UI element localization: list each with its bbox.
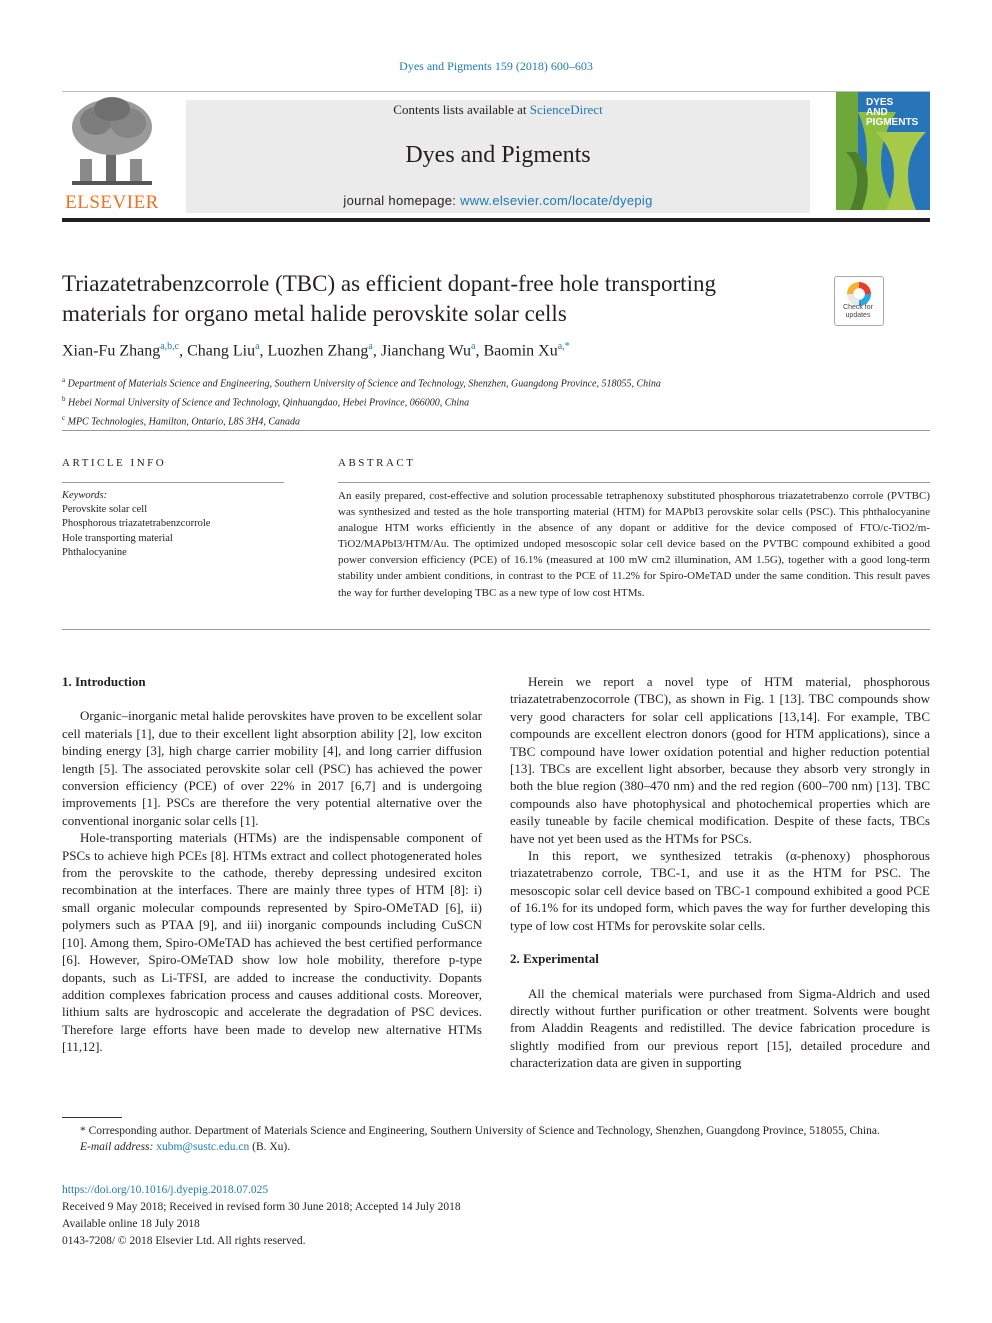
header-top-rule	[62, 91, 930, 92]
section-heading: 2. Experimental	[510, 951, 599, 967]
contents-line: Contents lists available at ScienceDirect	[393, 102, 603, 117]
article-info-rule	[62, 482, 284, 483]
affiliations	[62, 373, 661, 429]
journal-cover-image	[836, 92, 930, 210]
section-heading: 1. Introduction	[62, 674, 146, 689]
corresponding-author-note: * Corresponding author. Department of Materials Science and Engineering, Southern University of Science and Technology, Shenzhen, Guangdong Province, 518055, China.	[80, 1125, 880, 1137]
email-line: E-mail address: xubm@sustc.edu.cn (B. Xu).	[80, 1141, 291, 1153]
affiliation: $^a$ Department of Materials Science and Engineering, Southern University of Science and Technology, Shenzhen, Guangdong Province, 518055, China	[62, 376, 661, 390]
elsevier-wordmark: ELSEVIER	[65, 192, 159, 213]
affiliation: $^c$ MPC Technologies, Hamilton, Ontario, L8S 3H4, Canada	[62, 413, 301, 427]
journal-reference[interactable]: Dyes and Pigments 159 (2018) 600–603	[399, 59, 593, 73]
author-affil-marker[interactable]: a	[255, 341, 260, 352]
journal-title: Dyes and Pigments	[405, 142, 591, 168]
cover-title: DYES AND PIGMENTS	[866, 97, 919, 128]
doi-link[interactable]: https://doi.org/10.1016/j.dyepig.2018.07.025	[62, 1184, 269, 1196]
affiliation: $^b$ Hebei Normal University of Science and Technology, Qinhuangdao, Hebei Province, 066000, China	[62, 394, 470, 409]
author-name: Baomin Xu	[483, 342, 558, 360]
article-meta	[62, 1182, 930, 1250]
footnote-rule	[62, 1117, 122, 1118]
article-title: Triazatetrabenzcorrole (TBC) as efficient dopant-free hole transporting materials for organo metal halide perovskite solar cells	[62, 271, 716, 326]
keyword: Phthalocyanine	[62, 546, 127, 558]
section-rule	[62, 430, 930, 431]
author-affil-marker[interactable]: a	[471, 341, 476, 352]
author-name: Jianchang Wu	[380, 342, 472, 360]
body-paragraph: Organic–inorganic metal halide perovskites have proven to be excellent solar cell materials [1], due to their excellent light absorption ability [2], low exciton binding energy [3], high charge carrier mobility [4], and long carrier diffusion length [5]. The associated perovskite solar cell (PSC) has achieved the power conversion efficiency (PCE) of over 22% in 2017 [6,7] and is undergoing improvements [1]. PSCs are therefore the very potential alternative over the conventional inorganic solar cells [1].	[62, 708, 482, 828]
body-paragraph: In this report, we synthesized tetrakis (α-phenoxy) phosphorous triazatetrabenzo corrole, TBC-1, and use it as the HTM for PSC. The mesoscopic solar cell device based on TBC-1 compound exhibited a good PCE of 16.1% for its undoped form, which paves the way for further developing this type of low cost HTMs for perovskite solar cells.	[510, 848, 930, 933]
keyword: Perovskite solar cell	[62, 504, 148, 516]
author-affil-marker[interactable]: a,*	[557, 341, 570, 352]
author-name: Xian-Fu Zhang	[62, 342, 161, 360]
body-paragraph: All the chemical materials were purchased from Sigma-Aldrich and used directly without further purification or other treatment. Solvents were bought from Aladdin Reagents and redistilled. The device fabrication procedure is slightly modified from our previous report [15], detailed procedure and characterization data are given in supporting	[510, 985, 930, 1071]
body-paragraph: Herein we report a novel type of HTM material, phosphorous triazatetrabenzocorrole (TBC), as shown in Fig. 1 [13]. TBC compounds show very good characters for solar cell applications [13,14]. For example, TBC compounds are excellent electron donors (good for HTM applications), since a TBC compound have lower oxidation potential and higher reduction potential [13]. TBCs are excellent light absorber, because they absorb very strongly in both the blue region (380–470 nm) and the red region (600–700 nm) [13]. TBC compounds also have photophysical and photochemical properties which are easily tuneable by facile chemical modification. Despite of these facts, TBCs have not yet been used as the HTMs for PSCs.	[510, 674, 930, 846]
abstract-rule	[338, 482, 930, 483]
abstract-bottom-rule	[62, 629, 930, 630]
body-right-column	[510, 673, 930, 1072]
journal-homepage: journal homepage: www.elsevier.com/locate/dyepig	[343, 193, 653, 208]
header-thick-rule	[62, 218, 930, 222]
copyright: 0143-7208/ © 2018 Elsevier Ltd. All rights reserved.	[62, 1235, 306, 1247]
author-name: Chang Liu	[187, 342, 256, 360]
author-name: Luozhen Zhang	[267, 342, 369, 360]
article-info-label: ARTICLE INFO	[62, 457, 167, 469]
abstract-label: ABSTRACT	[338, 457, 416, 469]
keywords-block	[62, 489, 292, 560]
author-affil-marker[interactable]: a,b,c	[160, 341, 180, 352]
keyword: Phosphorous triazatetrabenzcorrole	[62, 518, 211, 530]
crossmark-label: Check for updates	[843, 304, 873, 319]
received-dates: Received 9 May 2018; Received in revised form 30 June 2018; Accepted 14 July 2018	[62, 1201, 461, 1213]
email-link[interactable]: xubm@sustc.edu.cn	[156, 1141, 250, 1153]
online-date: Available online 18 July 2018	[62, 1218, 200, 1230]
author-affil-marker[interactable]: a	[368, 341, 373, 352]
homepage-link[interactable]: www.elsevier.com/locate/dyepig	[460, 193, 653, 208]
abstract-text: An easily prepared, cost-effective and solution processable tetraphenoxy substituted phosphorous triazatetrabenzo corrole (PVTBC) was synthesized and tested as the hole transporting material (HTM) for MAPbI3 perovskite solar cells (PSC). This phthalocyanine analogue HTM works efficiently in the absence of any dopant or additive for the device composed of FTO/c-TiO2/m-TiO2/MAPbI3/HTM/Au. The optimized undoped mesoscopic solar cell device based on the PVTBC compound exhibited a good power conversion efficiency (PCE) of 16.1% (measured at 100 mW cm2 illumination, AM 1.5G), together with a good long-term stability under ambient conditions, in contrast to the PCE of 11.2% for Spiro-OMeTAD under the same condition. This result paves the way for further developing TBC as a new type of low cost HTMs.	[338, 490, 930, 599]
body-paragraph: Hole-transporting materials (HTMs) are the indispensable component of PSCs to achieve high PCEs [8]. HTMs extract and collect photogenerated holes from the perovskite to the cathode, thereby depressing undesired exciton recombination at the interfaces. There are mainly three types of HTM [8]: i) small organic molecular compounds represented by Spiro-OMeTAD [6], ii) polymers such as PTAA [9], and iii) inorganic compounds including CuSCN [10]. Among them, Spiro-OMeTAD has achieved the best certified performance [6]. However, Spiro-OMeTAD show low hole mobility, therefore p-type dopants, such as Li-TFSI, are added to increase the conductivity. Dopants addition complexes fabrication process and causes additional costs. Moreover, lithium salts are hydroscopic and accelerate the degradation of PSC devices. Therefore large efforts have been made to develop new alternative HTMs [11,12].	[62, 830, 482, 1055]
sciencedirect-link[interactable]: ScienceDirect	[529, 102, 603, 117]
author-list: Xian-Fu Zhang$^{a,b,c}$, Chang Liu$^a$, Luozhen Zhang$^a$, Jianchang Wu$^a$, Baomin $Xu^{a,*}$	[62, 341, 570, 360]
body-left-column	[62, 673, 482, 1056]
footnote	[62, 1123, 930, 1155]
keyword: Hole transporting material	[62, 532, 173, 544]
keywords-heading: Keywords:	[62, 490, 108, 501]
